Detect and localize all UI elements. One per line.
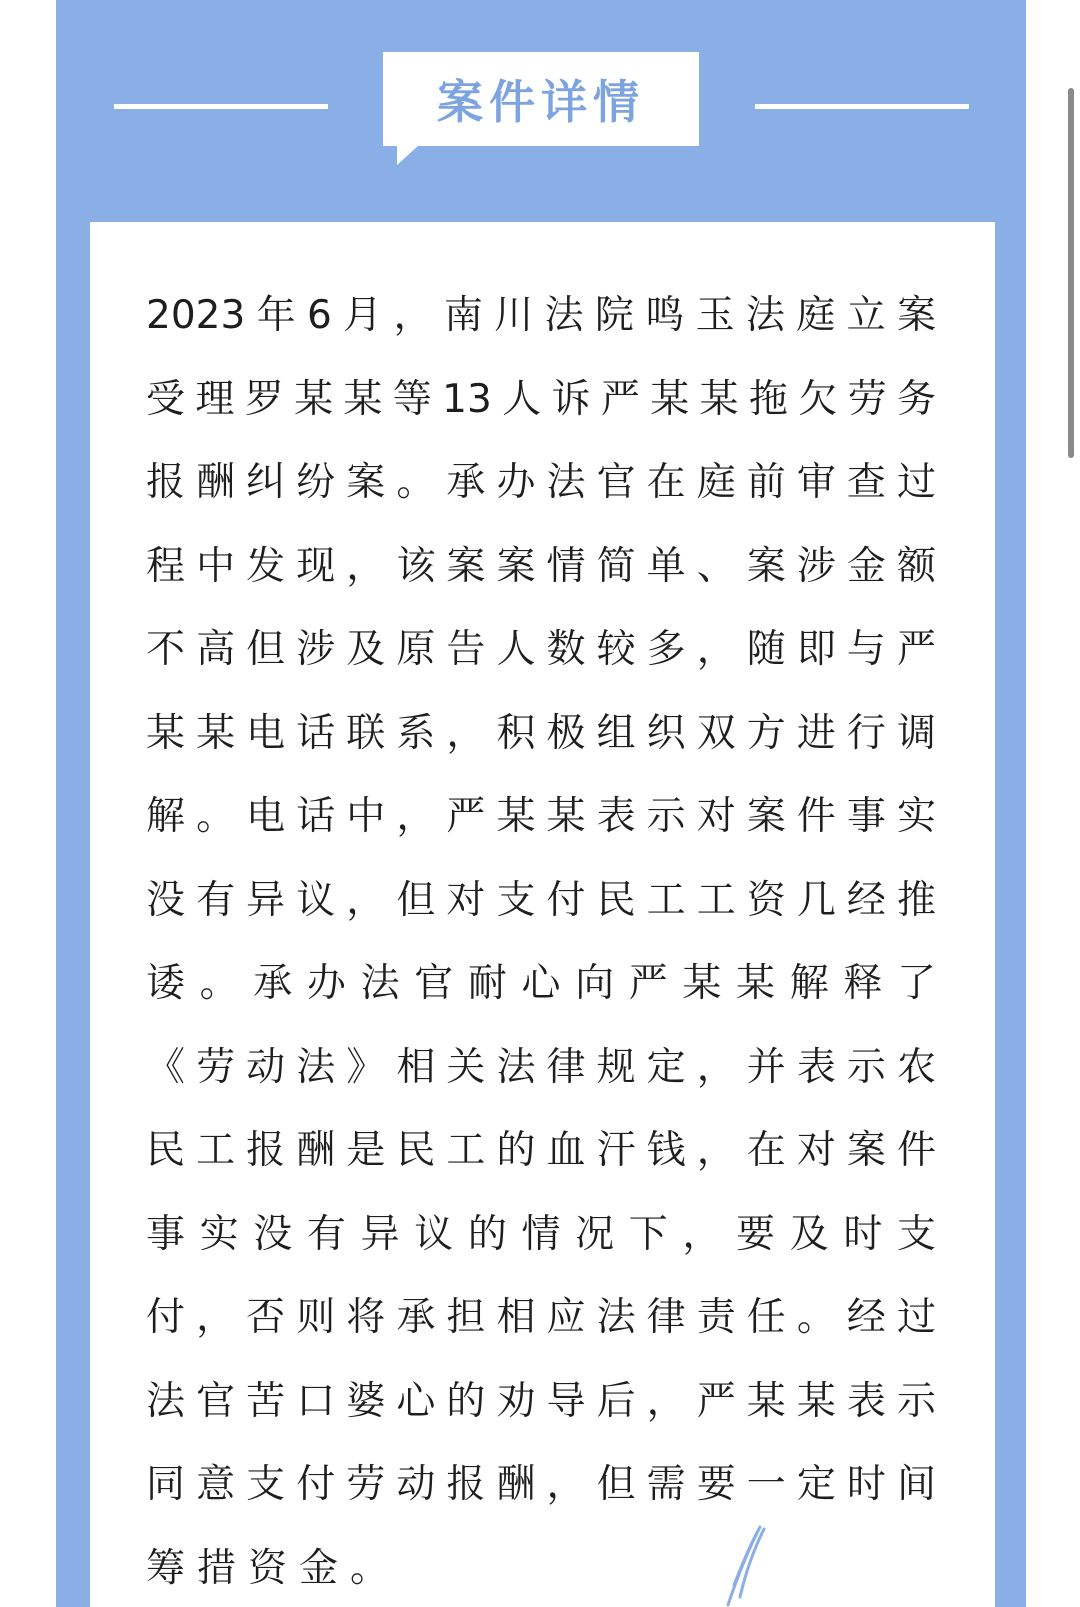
pen-stroke-icon — [720, 1525, 780, 1607]
article-line: 事实没有异议的情况下，要及时支 — [146, 1211, 936, 1257]
article-line: 付，否则将承担相应法律责任。经过 — [146, 1295, 936, 1340]
article-line: 没有异议，但对支付民工工资几经推 — [146, 877, 936, 923]
article-line: 筹措资金。 — [146, 1545, 402, 1591]
article-line: 解。电话中，严某某表示对案件事实 — [146, 794, 936, 839]
article-card — [90, 222, 995, 1607]
scrollbar[interactable] — [1068, 88, 1074, 458]
article-line: 法官苦口婆心的劝导后，严某某表示 — [146, 1378, 936, 1424]
article-line: 受理罗某某等13人诉严某某拖欠劳务 — [146, 376, 936, 422]
section-title: 案件详情 — [437, 75, 645, 129]
article-line: 民工报酬是民工的血汗钱，在对案件 — [146, 1128, 936, 1173]
article-line: 程中发现，该案案情简单、案涉金额 — [146, 543, 936, 589]
header-divider-left — [114, 104, 328, 109]
article-line: 诿。承办法官耐心向严某某解释了 — [146, 961, 936, 1006]
article-paragraph — [146, 274, 946, 1607]
article-line: 同意支付劳动报酬，但需要一定时间 — [146, 1462, 936, 1507]
section-title-box — [383, 52, 699, 146]
article-line: 不高但涉及原告人数较多，随即与严 — [146, 627, 936, 672]
article-line: 2023年6月，南川法院鸣玉法庭立案 — [146, 293, 936, 338]
header-divider-right — [755, 104, 969, 109]
article-line: 《劳动法》相关法律规定，并表示农 — [146, 1044, 936, 1090]
article-line: 某某电话联系，积极组织双方进行调 — [146, 710, 936, 756]
article-line: 报酬纠纷案。承办法官在庭前审查过 — [146, 460, 936, 505]
